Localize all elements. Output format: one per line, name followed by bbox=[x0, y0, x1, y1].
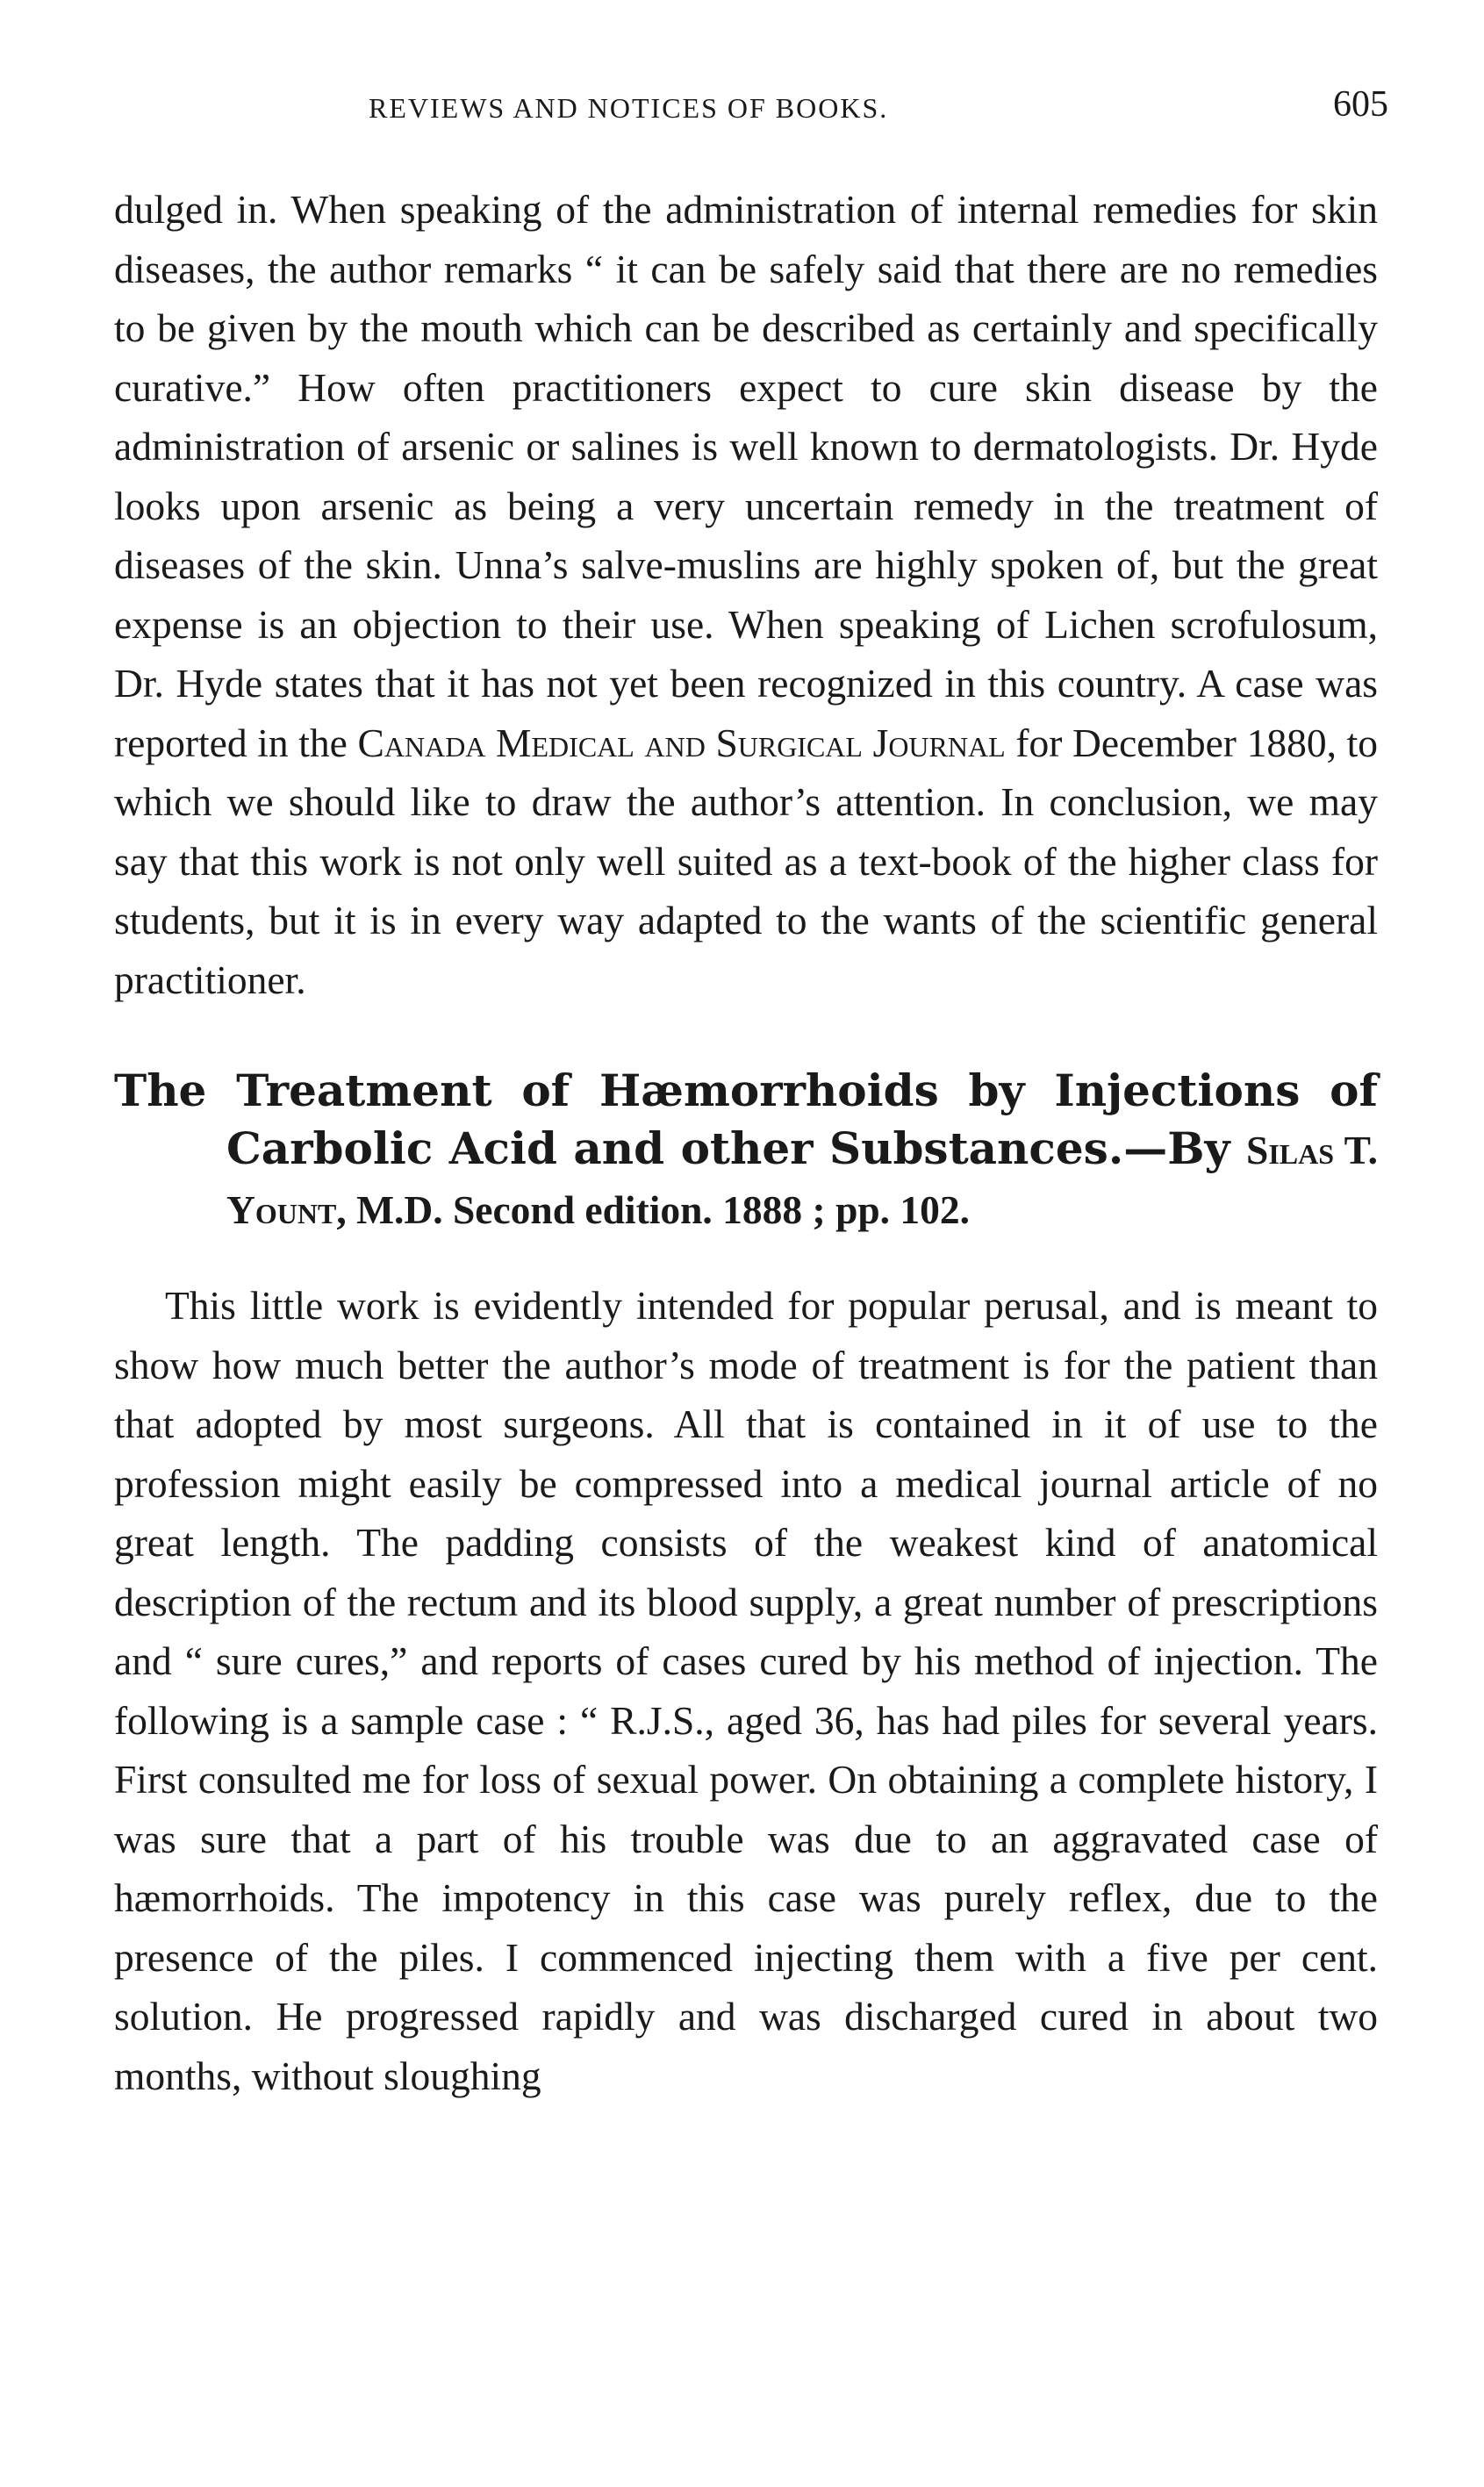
review-continuation-paragraph bbox=[114, 180, 1378, 1009]
page bbox=[114, 83, 1388, 2105]
page-number: 605 bbox=[1333, 84, 1388, 125]
running-head bbox=[114, 83, 1388, 136]
running-title: REVIEWS AND NOTICES OF BOOKS. bbox=[369, 92, 889, 124]
review-heading-details: , M.D. Second edition. 1888 ; pp. 102. bbox=[336, 1187, 971, 1232]
review1-text-after-journal: for December 1880, to which we should like to draw the author’s attention. In conclusion, we may say that this work is not only well suited as a text-book of the higher class for students, but it is in every way adapted to the wants of the scientific general practitioner. bbox=[114, 720, 1378, 1002]
review-heading bbox=[114, 1062, 1378, 1239]
review-heading-title: The Treatment of Hæmorrhoids by Injections of Carbolic Acid and other Substances.—By bbox=[114, 1064, 1378, 1174]
review-author-name: Silas T. Yount bbox=[226, 1128, 1378, 1232]
review-body-paragraph: This little work is evidently intended for popular perusal, and is meant to show how much better the author’s mode of treatment is for the patient than that adopted by most surgeons. All that is contained in it of use to the profession might easily be compressed into a medical journal article of no great length. The padding consists of the weakest kind of anatomical description of the rectum and its blood supply, a great number of prescriptions and “ sure cures,” and reports of cases cured by his method of injection. The following is a sample case : “ R.J.S., aged 36, has had piles for several years. First consulted me for loss of sexual power. On obtaining a complete history, I was sure that a part of his trouble was due to an aggravated case of hæmorrhoids. The impotency in this case was purely reflex, due to the presence of the piles. I commenced injecting them with a five per cent. solution. He progressed rapidly and was discharged cured in about two months, without sloughing bbox=[114, 1283, 1378, 2098]
review1-text-before-journal: dulged in. When speaking of the administration of internal remedies for skin diseases, the author remarks “ it can be safely said that there are no remedies to be given by the mouth which can be described as certainly and specifically curative.” How often practitioners expect to cure skin disease by the administration of arsenic or salines is well known to dermatologists. Dr. Hyde looks upon arsenic as being a very uncertain remedy in the treatment of diseases of the skin. Unna’s salve-muslins are highly spoken of, but the great expense is an objection to their use. When speaking of Lichen scrofulosum, Dr. Hyde states that it has not yet been recognized in this country. A case was reported in the bbox=[114, 187, 1378, 765]
journal-name: Canada Medical and Surgical Journal bbox=[357, 720, 1006, 765]
